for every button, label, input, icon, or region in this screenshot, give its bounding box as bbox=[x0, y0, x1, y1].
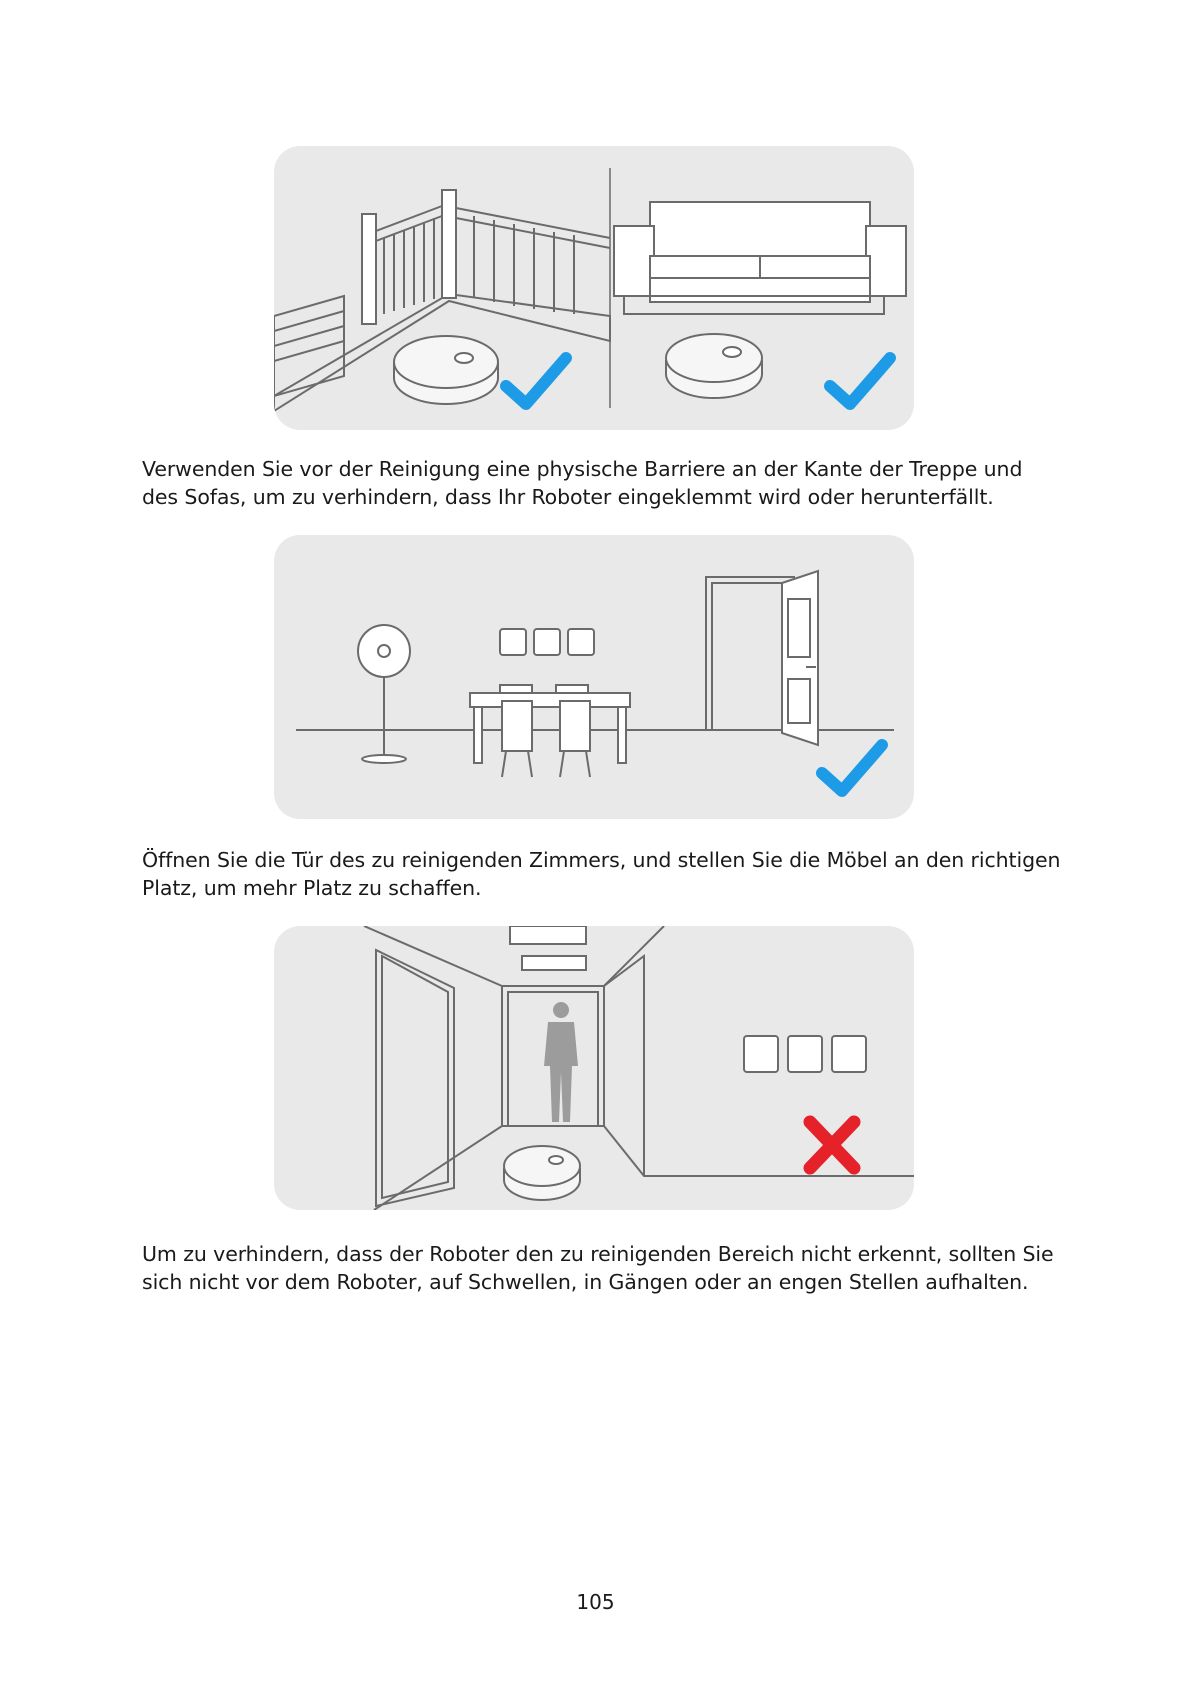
figure-open-door bbox=[274, 535, 914, 819]
railing-post-left bbox=[362, 214, 376, 324]
illustration-open-door bbox=[274, 535, 914, 819]
wall-frame bbox=[788, 1036, 822, 1072]
robot-vacuum-right bbox=[666, 334, 762, 398]
standing-fan bbox=[358, 625, 410, 763]
caption-stairs-sofa: Verwenden Sie vor der Reinigung eine physische Barriere an der Kante der Treppe und des Sofas, um zu verhindern, dass Ihr Roboter eingeklemmt wird oder herunterfällt. bbox=[142, 457, 1023, 509]
caption-open-door: Öffnen Sie die Tür des zu reinigenden Zimmers, und stellen Sie die Möbel an den richtigen Platz, um mehr Platz zu schaffen. bbox=[142, 848, 1061, 900]
check-icon bbox=[830, 358, 890, 404]
wall-frame bbox=[744, 1036, 778, 1072]
wall-frame bbox=[534, 629, 560, 655]
sofa bbox=[614, 202, 906, 314]
robot-vacuum-hallway bbox=[504, 1146, 580, 1200]
check-icon bbox=[506, 358, 566, 404]
railing-post-right bbox=[442, 190, 456, 298]
stair-steps bbox=[274, 296, 344, 396]
illustration-stairs-sofa bbox=[274, 146, 914, 430]
figure-stairs-sofa bbox=[274, 146, 914, 430]
wall-frame bbox=[832, 1036, 866, 1072]
page-number: 105 bbox=[576, 1590, 615, 1614]
figure-hallway bbox=[274, 926, 914, 1210]
check-icon bbox=[822, 745, 882, 791]
wall-frame bbox=[568, 629, 594, 655]
side-door bbox=[382, 956, 448, 1198]
cross-icon bbox=[810, 1122, 854, 1168]
illustration-hallway bbox=[274, 926, 914, 1210]
wall-frame bbox=[500, 629, 526, 655]
open-door bbox=[706, 571, 818, 745]
robot-vacuum-left bbox=[394, 336, 498, 404]
caption-hallway: Um zu verhindern, dass der Roboter den zu reinigenden Bereich nicht erkennt, sollten Sie sich nicht vor dem Roboter, auf Schwellen, in Gängen oder an engen Stellen aufhalten. bbox=[142, 1242, 1054, 1294]
person-silhouette bbox=[544, 1002, 578, 1122]
